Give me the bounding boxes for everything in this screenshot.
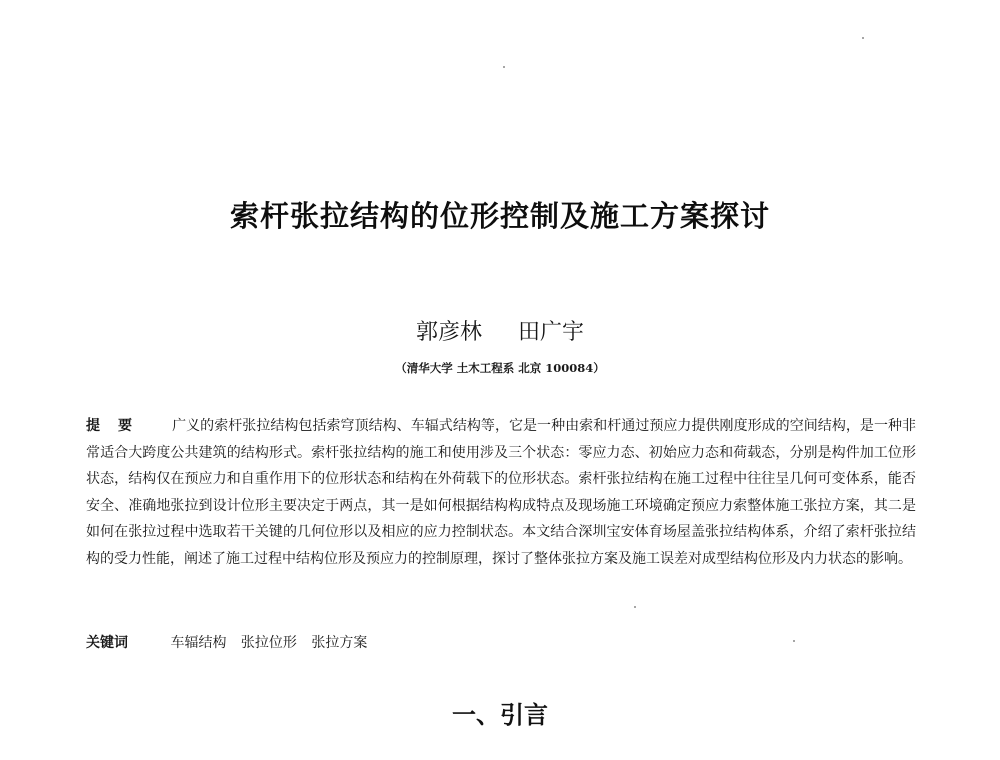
paper-title: 索杆张拉结构的位形控制及施工方案探讨 (229, 199, 770, 233)
abstract-block (86, 413, 916, 573)
abstract-text: 广义的索杆张拉结构包括索穹顶结构、车辐式结构等，它是一种由索和杆通过预应力提供刚度形成的空间结构，是一种非常适合大跨度公共建筑的结构形式。索杆张拉结构的施工和使用涉及三个状态：零应力态、初始应力态和荷载态，分别是构件加工位形状态，结构仅在预应力和自重作用下的位形状态和结构在外荷载下的位形状态。索杆张拉结构在施工过程中往往呈几何可变体系，能否安全、准确地张拉到设计位形主要决定于两点，其一是如何根据结构构成特点及现场施工环境确定预应力索整体施工张拉方案，其二是如何在张拉过程中选取若干关键的几何位形以及相应的应力控制状态。本文结合深圳宝安体育场屋盖张拉结构体系，介绍了索杆张拉结构的受力性能，阐述了施工过程中结构位形及预应力的控制原理，探讨了整体张拉方案及施工误差对成型结构位形及内力状态的影响。 (86, 418, 917, 567)
scan-speck (862, 37, 864, 39)
abstract-label: 提 要 (86, 418, 133, 434)
author-name: 郭彦林 (415, 320, 482, 345)
author-name: 田广宇 (518, 320, 585, 345)
author-line (0, 315, 1000, 346)
keywords-label: 关键词 (86, 635, 128, 651)
scan-speck (634, 606, 636, 608)
affiliation: （清华大学 土木工程系 北京 100084） (395, 361, 605, 375)
keyword: 张拉方案 (311, 635, 368, 651)
keywords-line (86, 632, 916, 652)
section-heading: 一、引言 (452, 701, 548, 729)
keyword: 车辐结构 (170, 635, 227, 651)
keyword: 张拉位形 (240, 635, 297, 651)
scan-speck (503, 66, 505, 68)
